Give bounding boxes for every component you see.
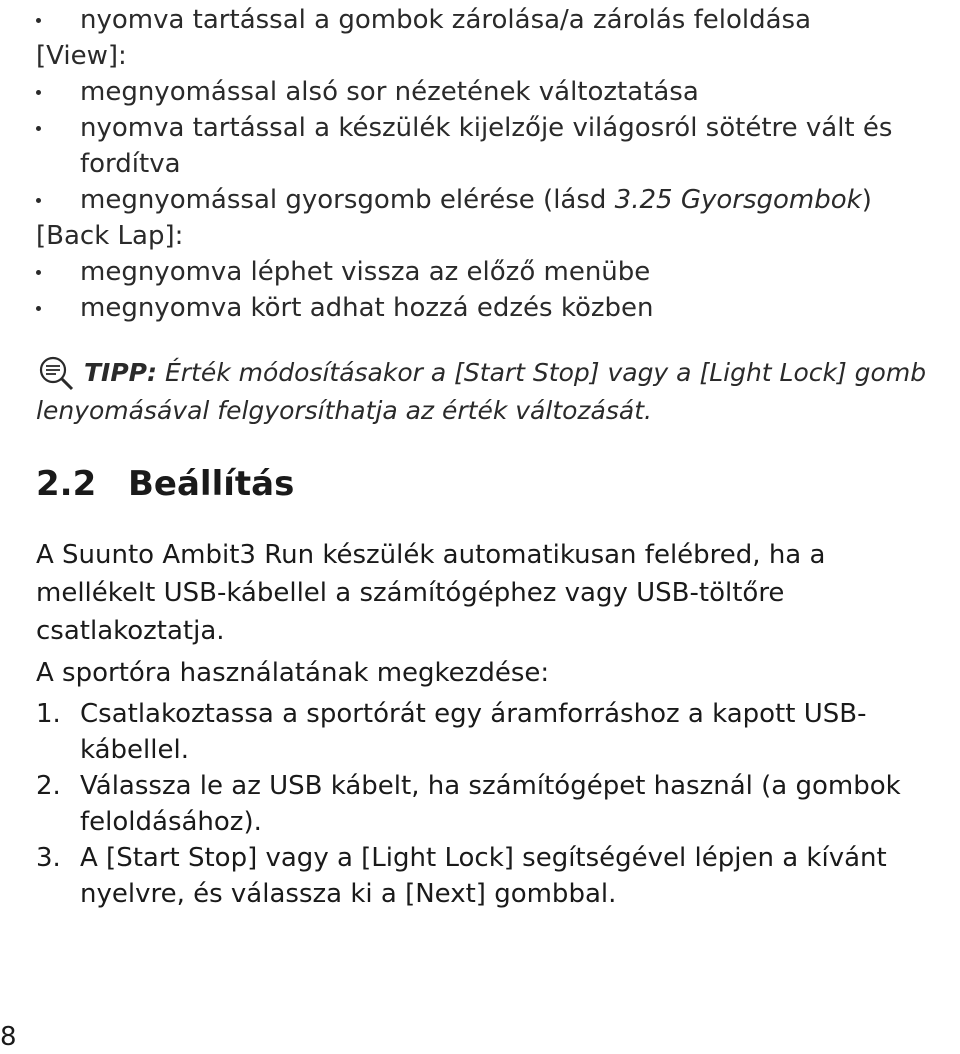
list-item (36, 768, 946, 840)
magnifier-tip-icon (36, 354, 84, 392)
bullet-dot (36, 126, 41, 131)
list-item (36, 840, 946, 912)
view-bullet-close: ) (861, 185, 872, 215)
document-page (36, 0, 946, 912)
view-button-label: [View]: (36, 41, 127, 71)
list-item (36, 74, 946, 110)
tip-text: Érték módosításakor a [Start Stop] vagy a [Light Lock] gomb lenyomásával felgyorsíthatja az érték változását. (36, 358, 927, 425)
bullet-dot (36, 198, 41, 203)
step-number: 2. (36, 771, 61, 801)
view-bullet-text: megnyomással alsó sor nézetének változtatása (80, 77, 699, 107)
bullet-dot (36, 18, 41, 23)
cross-reference-link[interactable]: 3.25 Gyorsgombok (614, 185, 862, 215)
step-number: 3. (36, 843, 61, 873)
section-title: Beállítás (128, 464, 295, 504)
step-number: 1. (36, 699, 61, 729)
back-lap-bullet-text: megnyomva kört adhat hozzá edzés közben (80, 293, 654, 323)
bullet-dot (36, 270, 41, 275)
view-bullet-text: nyomva tartással a készülék kijelzője világosról sötétre vált és fordítva (80, 113, 893, 179)
list-item (36, 290, 946, 326)
tip-label: TIPP: (84, 358, 157, 387)
list-item (36, 254, 946, 290)
list-item (36, 2, 946, 38)
bullet-dot (36, 90, 41, 95)
list-item (36, 182, 946, 218)
list-item (36, 110, 946, 182)
section-number: 2.2 (36, 464, 97, 504)
step-text: A [Start Stop] vagy a [Light Lock] segítségével lépjen a kívánt nyelvre, és válassza ki a [Next] gombbal. (80, 843, 887, 909)
back-lap-button-label: [Back Lap]: (36, 221, 184, 251)
bullet-dot (36, 306, 41, 311)
tip-box (36, 354, 946, 430)
page-number: 8 (0, 1022, 17, 1052)
step-text: Csatlakoztassa a sportórát egy áramforráshoz a kapott USB-kábellel. (80, 699, 867, 765)
step-text: Válassza le az USB kábelt, ha számítógépet használ (a gombok feloldásához). (80, 771, 901, 837)
lock-bullet-text: nyomva tartással a gombok zárolása/a zárolás feloldása (80, 5, 811, 35)
view-bullet-text: megnyomással gyorsgomb elérése (lásd (80, 185, 615, 215)
intro-paragraph: A Suunto Ambit3 Run készülék automatikusan felébred, ha a mellékelt USB-kábellel a számítógéphez vagy USB-töltőre csatlakoztatja. (36, 540, 826, 646)
section-heading (36, 462, 946, 506)
list-item (36, 696, 946, 768)
steps-intro: A sportóra használatának megkezdése: (36, 658, 550, 688)
back-lap-bullet-text: megnyomva léphet vissza az előző menübe (80, 257, 651, 287)
